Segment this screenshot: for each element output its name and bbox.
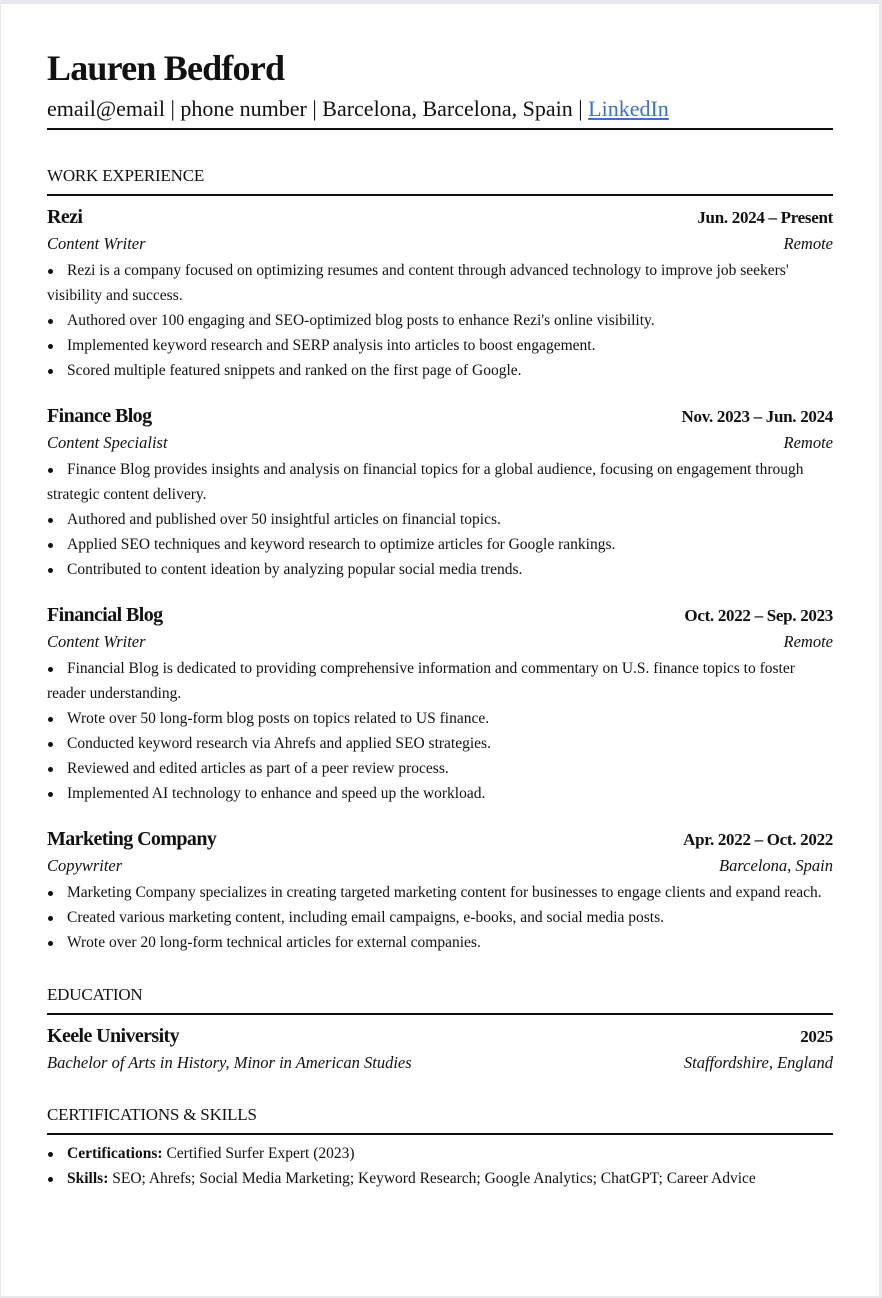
contact-line xyxy=(47,94,833,130)
work-experience-heading: WORK EXPERIENCE xyxy=(47,166,833,196)
job-dates: Apr. 2022 – Oct. 2022 xyxy=(683,830,833,849)
bullet-icon xyxy=(48,319,53,324)
bullet-item xyxy=(47,706,833,731)
bullet-icon xyxy=(48,269,53,274)
bullet-item xyxy=(47,905,833,930)
certifications-item xyxy=(47,1141,833,1166)
job-entry xyxy=(47,202,833,383)
resume-page xyxy=(1,4,879,1296)
school-name: Keele University xyxy=(47,1025,180,1047)
bullet-text: Implemented AI technology to enhance and speed up the workload. xyxy=(67,785,486,802)
bullet-text: Implemented keyword research and SERP analysis into articles to boost engagement. xyxy=(67,337,596,354)
bullet-text: Marketing Company specializes in creating targeted marketing content for businesses to engage clients and expand reach. xyxy=(67,884,822,901)
job-entry xyxy=(47,401,833,582)
bullet-text: Applied SEO techniques and keyword research to optimize articles for Google rankings. xyxy=(67,536,616,553)
job-company: Rezi xyxy=(47,206,83,228)
job-location: Remote xyxy=(783,433,833,452)
job-location: Remote xyxy=(783,632,833,651)
skills-item xyxy=(47,1166,833,1191)
bullet-icon xyxy=(48,792,53,797)
bullet-text: Financial Blog is dedicated to providing comprehensive information and commentary on U.S. finance topics to foster reader understanding. xyxy=(47,660,795,702)
bullet-icon xyxy=(48,767,53,772)
bullet-item xyxy=(47,756,833,781)
bullet-icon xyxy=(48,369,53,374)
bullet-text: Contributed to content ideation by analyzing popular social media trends. xyxy=(67,561,523,578)
job-dates: Nov. 2023 – Jun. 2024 xyxy=(681,407,833,426)
bullet-item xyxy=(47,731,833,756)
bullet-icon xyxy=(48,518,53,523)
bullet-icon xyxy=(48,667,53,672)
job-location: Barcelona, Spain xyxy=(719,856,833,875)
bullet-icon xyxy=(48,717,53,722)
job-bullets xyxy=(47,457,833,582)
job-role: Copywriter xyxy=(47,856,123,875)
job-role: Content Specialist xyxy=(47,433,168,452)
bullet-icon xyxy=(48,891,53,896)
bullet-text: Reviewed and edited articles as part of a peer review process. xyxy=(67,760,449,777)
bullet-text: Rezi is a company focused on optimizing resumes and content through advanced technology to improve job seekers' visibility and success. xyxy=(47,262,789,304)
skills-list xyxy=(47,1141,833,1191)
skills-label: Skills: xyxy=(67,1170,109,1187)
graduation-year: 2025 xyxy=(800,1027,833,1046)
bullet-text: Created various marketing content, including email campaigns, e-books, and social media posts. xyxy=(67,909,665,926)
certifications-label: Certifications: xyxy=(67,1145,163,1162)
bullet-text: Conducted keyword research via Ahrefs and applied SEO strategies. xyxy=(67,735,491,752)
bullet-item xyxy=(47,308,833,333)
bullet-icon xyxy=(48,1152,53,1157)
education-entry xyxy=(47,1021,833,1075)
bullet-icon xyxy=(48,941,53,946)
bullet-icon xyxy=(48,344,53,349)
job-company: Financial Blog xyxy=(47,604,163,626)
bullet-text: Authored and published over 50 insightful articles on financial topics. xyxy=(67,511,501,528)
job-dates: Jun. 2024 – Present xyxy=(697,208,833,227)
bullet-icon xyxy=(48,742,53,747)
skills-value: SEO; Ahrefs; Social Media Marketing; Keyword Research; Google Analytics; ChatGPT; Career Advice xyxy=(112,1170,756,1187)
bullet-item xyxy=(47,880,833,905)
job-company: Finance Blog xyxy=(47,405,152,427)
bullet-icon xyxy=(48,916,53,921)
bullet-icon xyxy=(48,1177,53,1182)
bullet-item xyxy=(47,358,833,383)
job-role: Content Writer xyxy=(47,632,146,651)
school-location: Staffordshire, England xyxy=(683,1053,833,1072)
bullet-item xyxy=(47,258,833,308)
bullet-item xyxy=(47,557,833,582)
bullet-text: Authored over 100 engaging and SEO-optimized blog posts to enhance Rezi's online visibility. xyxy=(67,312,655,329)
bullet-item xyxy=(47,507,833,532)
job-bullets xyxy=(47,258,833,383)
certifications-heading: CERTIFICATIONS & SKILLS xyxy=(47,1105,833,1135)
bullet-item xyxy=(47,333,833,358)
bullet-item xyxy=(47,781,833,806)
bullet-text: Wrote over 20 long-form technical articles for external companies. xyxy=(67,934,481,951)
bullet-text: Wrote over 50 long-form blog posts on topics related to US finance. xyxy=(67,710,490,727)
bullet-item xyxy=(47,656,833,706)
candidate-name: Lauren Bedford xyxy=(47,48,285,88)
linkedin-link[interactable]: LinkedIn xyxy=(588,96,669,121)
bullet-icon xyxy=(48,543,53,548)
job-location: Remote xyxy=(783,234,833,253)
job-entry xyxy=(47,600,833,806)
job-bullets xyxy=(47,656,833,806)
bullet-text: Finance Blog provides insights and analysis on financial topics for a global audience, focusing on engagement through strategic content delivery. xyxy=(47,461,804,503)
contact-text: email@email | phone number | Barcelona, Barcelona, Spain | xyxy=(47,96,589,121)
bullet-item xyxy=(47,457,833,507)
certifications-value: Certified Surfer Expert (2023) xyxy=(166,1145,355,1162)
job-dates: Oct. 2022 – Sep. 2023 xyxy=(684,606,833,625)
bullet-icon xyxy=(48,568,53,573)
job-entry xyxy=(47,824,833,955)
bullet-item xyxy=(47,532,833,557)
bullet-text: Scored multiple featured snippets and ranked on the first page of Google. xyxy=(67,362,522,379)
degree: Bachelor of Arts in History, Minor in American Studies xyxy=(47,1053,412,1072)
bullet-item xyxy=(47,930,833,955)
job-role: Content Writer xyxy=(47,234,146,253)
bullet-icon xyxy=(48,468,53,473)
job-company: Marketing Company xyxy=(47,828,217,850)
job-bullets xyxy=(47,880,833,955)
education-heading: EDUCATION xyxy=(47,985,833,1015)
